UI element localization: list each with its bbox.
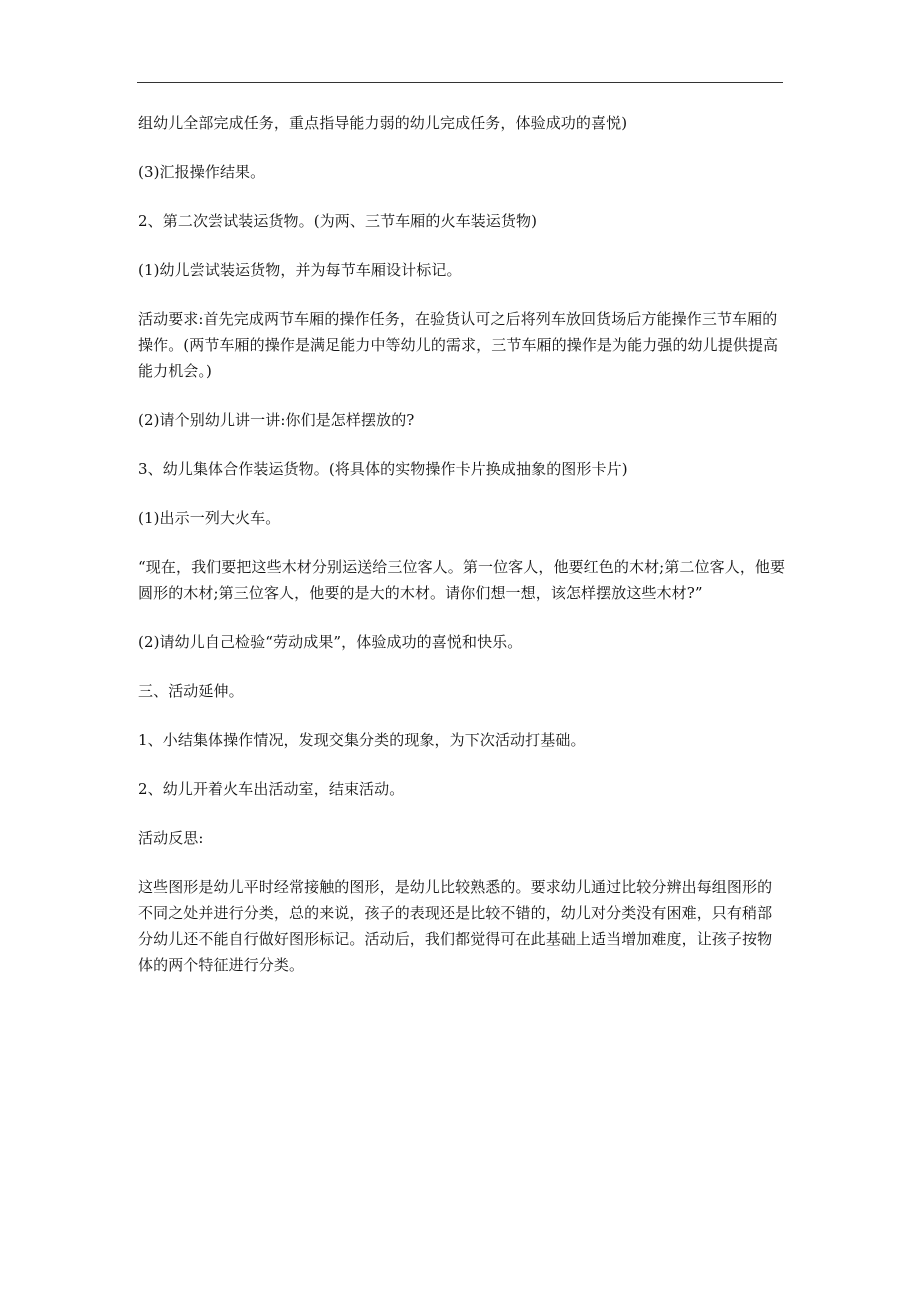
paragraph-try-loading: (1)幼儿尝试装运货物，并为每节车厢设计标记。 [138,261,462,279]
section-heading-reflection: 活动反思: [138,829,204,847]
paragraph-group-cooperation: 3、幼儿集体合作装运货物。(将具体的实物操作卡片换成抽象的图形卡片) [138,460,628,478]
paragraph-quote-wood: “现在，我们要把这些木材分别运送给三位客人。第一位客人，他要红色的木材;第二位客人，他要圆形的木材;第三位客人，他要的是大的木材。请你们想一想，该怎样摆放这些木材?” [138,558,786,602]
paragraph-reflection: 这些图形是幼儿平时经常接触的图形，是幼儿比较熟悉的。要求幼儿通过比较分辨出每组图形的不同之处并进行分类，总的来说，孩子的表现还是比较不错的，幼儿对分类没有困难，只有稍部分幼儿还不能自行做好图形标记。活动后，我们都觉得可在此基础上适当增加难度，让孩子按物体的两个特征进行分类。 [138,878,773,974]
paragraph-summary: 1、小结集体操作情况，发现交集分类的现象，为下次活动打基础。 [138,731,586,749]
paragraph-show-train: (1)出示一列大火车。 [138,509,281,527]
paragraph-activity-requirements: 活动要求:首先完成两节车厢的操作任务，在验货认可之后将列车放回货场后方能操作三节车厢的操作。(两节车厢的操作是满足能力中等幼儿的需求，三节车厢的操作是为能力强的幼儿提供提高能力机会。) [138,310,779,380]
paragraph-self-check: (2)请幼儿自己检验“劳动成果”，体验成功的喜悦和快乐。 [138,633,523,651]
section-heading-extension: 三、活动延伸。 [138,682,244,700]
paragraph-end-activity: 2、幼儿开着火车出活动室，结束活动。 [138,780,405,798]
paragraph-report-results: (3)汇报操作结果。 [138,163,266,181]
paragraph-individual-talk: (2)请个别幼儿讲一讲:你们是怎样摆放的? [138,411,415,429]
document-body [138,110,786,978]
paragraph-continuation: 组幼儿全部完成任务，重点指导能力弱的幼儿完成任务，体验成功的喜悦) [138,114,628,132]
paragraph-second-attempt: 2、第二次尝试装运货物。(为两、三节车厢的火车装运货物) [138,212,538,230]
header-rule [137,82,783,83]
